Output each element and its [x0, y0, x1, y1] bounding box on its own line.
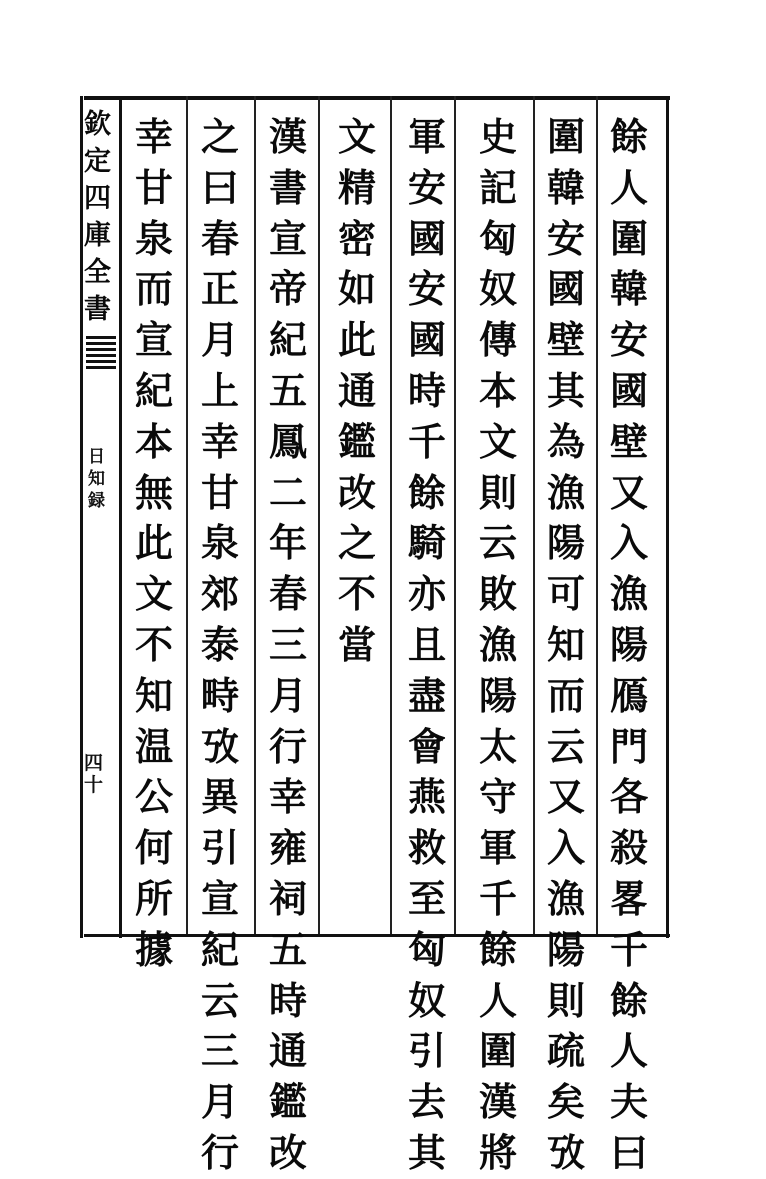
character: 軍 — [478, 825, 517, 871]
character: 陽 — [478, 672, 517, 718]
character: 人 — [609, 1028, 648, 1074]
character: 如 — [337, 266, 376, 312]
character: 四 — [84, 752, 104, 774]
character: 壁 — [546, 317, 585, 363]
character: 文 — [478, 418, 517, 464]
character: 疏 — [546, 1028, 585, 1074]
character: 二 — [268, 469, 307, 515]
character: 其 — [546, 367, 585, 413]
character: 何 — [134, 825, 173, 871]
character: 畤 — [200, 672, 239, 718]
character: 太 — [478, 723, 517, 769]
left-border — [80, 96, 83, 938]
character: 漢 — [268, 114, 307, 159]
character: 人 — [478, 977, 517, 1023]
character: 郊 — [200, 571, 239, 617]
character: 鑑 — [337, 418, 376, 464]
character: 燕 — [407, 774, 446, 820]
character: 異 — [200, 774, 239, 820]
column-divider — [596, 96, 598, 934]
character: 知 — [134, 672, 173, 718]
character: 韓 — [546, 164, 585, 210]
character: 則 — [478, 469, 517, 515]
character: 書 — [84, 294, 111, 325]
margin-title — [84, 106, 118, 328]
character: 餘 — [609, 977, 648, 1023]
character: 宣 — [268, 215, 307, 261]
character: 宣 — [200, 875, 239, 921]
character: 國 — [546, 266, 585, 312]
character: 引 — [407, 1028, 446, 1074]
character: 所 — [134, 875, 173, 921]
character: 三 — [268, 621, 307, 667]
character: 温 — [134, 723, 173, 769]
character: 傳 — [478, 317, 517, 363]
character: 此 — [134, 520, 173, 566]
character: 畧 — [609, 875, 648, 921]
character: 千 — [478, 875, 517, 921]
character: 宣 — [134, 317, 173, 363]
character: 欽 — [84, 109, 111, 140]
text-column-3 — [472, 112, 524, 1179]
character: 其 — [407, 1129, 446, 1175]
character: 録 — [88, 491, 105, 511]
character: 紀 — [134, 367, 173, 413]
character: 壁 — [609, 418, 648, 464]
character: 不 — [337, 571, 376, 617]
character: 五 — [268, 926, 307, 972]
fishtail-mark — [86, 336, 116, 369]
character: 入 — [609, 520, 648, 566]
character: 國 — [407, 317, 446, 363]
text-column-4 — [401, 112, 453, 1179]
character: 為 — [546, 418, 585, 464]
character: 匈 — [407, 926, 446, 972]
character: 帝 — [268, 266, 307, 312]
column-divider — [254, 96, 256, 934]
character: 年 — [268, 520, 307, 566]
character: 定 — [84, 146, 111, 177]
margin-page-number — [84, 752, 118, 796]
right-border — [666, 96, 669, 938]
character: 云 — [200, 977, 239, 1023]
character: 全 — [84, 257, 111, 288]
text-column-1 — [603, 112, 655, 1179]
character: 圍 — [546, 114, 585, 159]
character: 本 — [134, 418, 173, 464]
character: 精 — [337, 164, 376, 210]
character: 通 — [337, 367, 376, 413]
character: 各 — [609, 774, 648, 820]
character: 軍 — [407, 114, 446, 159]
character: 千 — [407, 418, 446, 464]
character: 通 — [268, 1028, 307, 1074]
character: 幸 — [268, 774, 307, 820]
character: 正 — [200, 266, 239, 312]
character: 陽 — [546, 926, 585, 972]
character: 匈 — [478, 215, 517, 261]
character: 甘 — [200, 469, 239, 515]
character: 會 — [407, 723, 446, 769]
character: 餘 — [407, 469, 446, 515]
character: 時 — [268, 977, 307, 1023]
character: 人 — [609, 164, 648, 210]
character: 圍 — [478, 1028, 517, 1074]
character: 文 — [134, 571, 173, 617]
character: 攷 — [200, 723, 239, 769]
character: 十 — [84, 774, 104, 796]
character: 陽 — [546, 520, 585, 566]
character: 本 — [478, 367, 517, 413]
character: 月 — [200, 317, 239, 363]
character: 將 — [478, 1129, 517, 1175]
character: 鑑 — [268, 1079, 307, 1125]
character: 漁 — [546, 875, 585, 921]
character: 幸 — [200, 418, 239, 464]
character: 引 — [200, 825, 239, 871]
character: 改 — [337, 469, 376, 515]
character: 月 — [268, 672, 307, 718]
character: 韓 — [609, 266, 648, 312]
character: 入 — [546, 825, 585, 871]
character: 殺 — [609, 825, 648, 871]
text-column-6 — [262, 112, 314, 1179]
character: 行 — [268, 723, 307, 769]
column-divider — [454, 96, 456, 934]
character: 甘 — [134, 164, 173, 210]
character: 祠 — [268, 875, 307, 921]
character: 三 — [200, 1028, 239, 1074]
character: 救 — [407, 825, 446, 871]
character: 漁 — [478, 621, 517, 667]
character: 餘 — [478, 926, 517, 972]
character: 云 — [546, 723, 585, 769]
column-divider — [186, 96, 188, 934]
text-column-5 — [331, 112, 383, 671]
character: 文 — [337, 114, 376, 159]
character: 安 — [407, 266, 446, 312]
character: 記 — [478, 164, 517, 210]
character: 知 — [88, 469, 105, 489]
character: 且 — [407, 621, 446, 667]
column-divider — [533, 96, 535, 934]
top-border — [84, 96, 670, 100]
character: 鴈 — [609, 672, 648, 718]
character: 鳳 — [268, 418, 307, 464]
character: 云 — [478, 520, 517, 566]
margin-border — [119, 96, 122, 938]
character: 至 — [407, 875, 446, 921]
character: 史 — [478, 114, 517, 159]
character: 之 — [337, 520, 376, 566]
character: 無 — [134, 469, 173, 515]
character: 密 — [337, 215, 376, 261]
character: 又 — [546, 774, 585, 820]
character: 幸 — [134, 114, 173, 159]
character: 守 — [478, 774, 517, 820]
character: 敗 — [478, 571, 517, 617]
character: 國 — [609, 367, 648, 413]
character: 而 — [134, 266, 173, 312]
character: 紀 — [268, 317, 307, 363]
character: 日 — [88, 447, 105, 467]
character: 又 — [609, 469, 648, 515]
character: 奴 — [478, 266, 517, 312]
character: 圍 — [609, 215, 648, 261]
character: 庫 — [84, 220, 111, 251]
character: 陽 — [609, 621, 648, 667]
character: 不 — [134, 621, 173, 667]
character: 春 — [268, 571, 307, 617]
character: 安 — [407, 164, 446, 210]
character: 安 — [546, 215, 585, 261]
character: 餘 — [609, 114, 648, 159]
character: 行 — [200, 1129, 239, 1175]
character: 時 — [407, 367, 446, 413]
character: 漢 — [478, 1079, 517, 1125]
character: 五 — [268, 367, 307, 413]
character: 月 — [200, 1079, 239, 1125]
character: 則 — [546, 977, 585, 1023]
character: 紀 — [200, 926, 239, 972]
character: 漁 — [609, 571, 648, 617]
character: 矣 — [546, 1079, 585, 1125]
character: 曰 — [609, 1129, 648, 1175]
character: 之 — [200, 114, 239, 159]
character: 國 — [407, 215, 446, 261]
character: 改 — [268, 1129, 307, 1175]
character: 據 — [134, 926, 173, 972]
character: 曰 — [200, 164, 239, 210]
character: 泉 — [200, 520, 239, 566]
character: 公 — [134, 774, 173, 820]
character: 可 — [546, 571, 585, 617]
character: 知 — [546, 621, 585, 667]
character: 亦 — [407, 571, 446, 617]
character: 當 — [337, 621, 376, 667]
character: 騎 — [407, 520, 446, 566]
character: 盡 — [407, 672, 446, 718]
character: 去 — [407, 1079, 446, 1125]
text-column-8 — [128, 112, 180, 976]
column-divider — [318, 96, 320, 934]
character: 泰 — [200, 621, 239, 667]
character: 安 — [609, 317, 648, 363]
character: 上 — [200, 367, 239, 413]
character: 書 — [268, 164, 307, 210]
character: 春 — [200, 215, 239, 261]
character: 四 — [84, 183, 111, 214]
character: 而 — [546, 672, 585, 718]
character: 雍 — [268, 825, 307, 871]
character: 千 — [609, 926, 648, 972]
character: 門 — [609, 723, 648, 769]
character: 漁 — [546, 469, 585, 515]
text-column-7 — [194, 112, 246, 1179]
character: 泉 — [134, 215, 173, 261]
margin-book-title — [88, 446, 108, 512]
character: 夫 — [609, 1079, 648, 1125]
character: 此 — [337, 317, 376, 363]
column-divider — [390, 96, 392, 934]
text-column-2 — [540, 112, 592, 1179]
character: 奴 — [407, 977, 446, 1023]
character: 攷 — [546, 1129, 585, 1175]
